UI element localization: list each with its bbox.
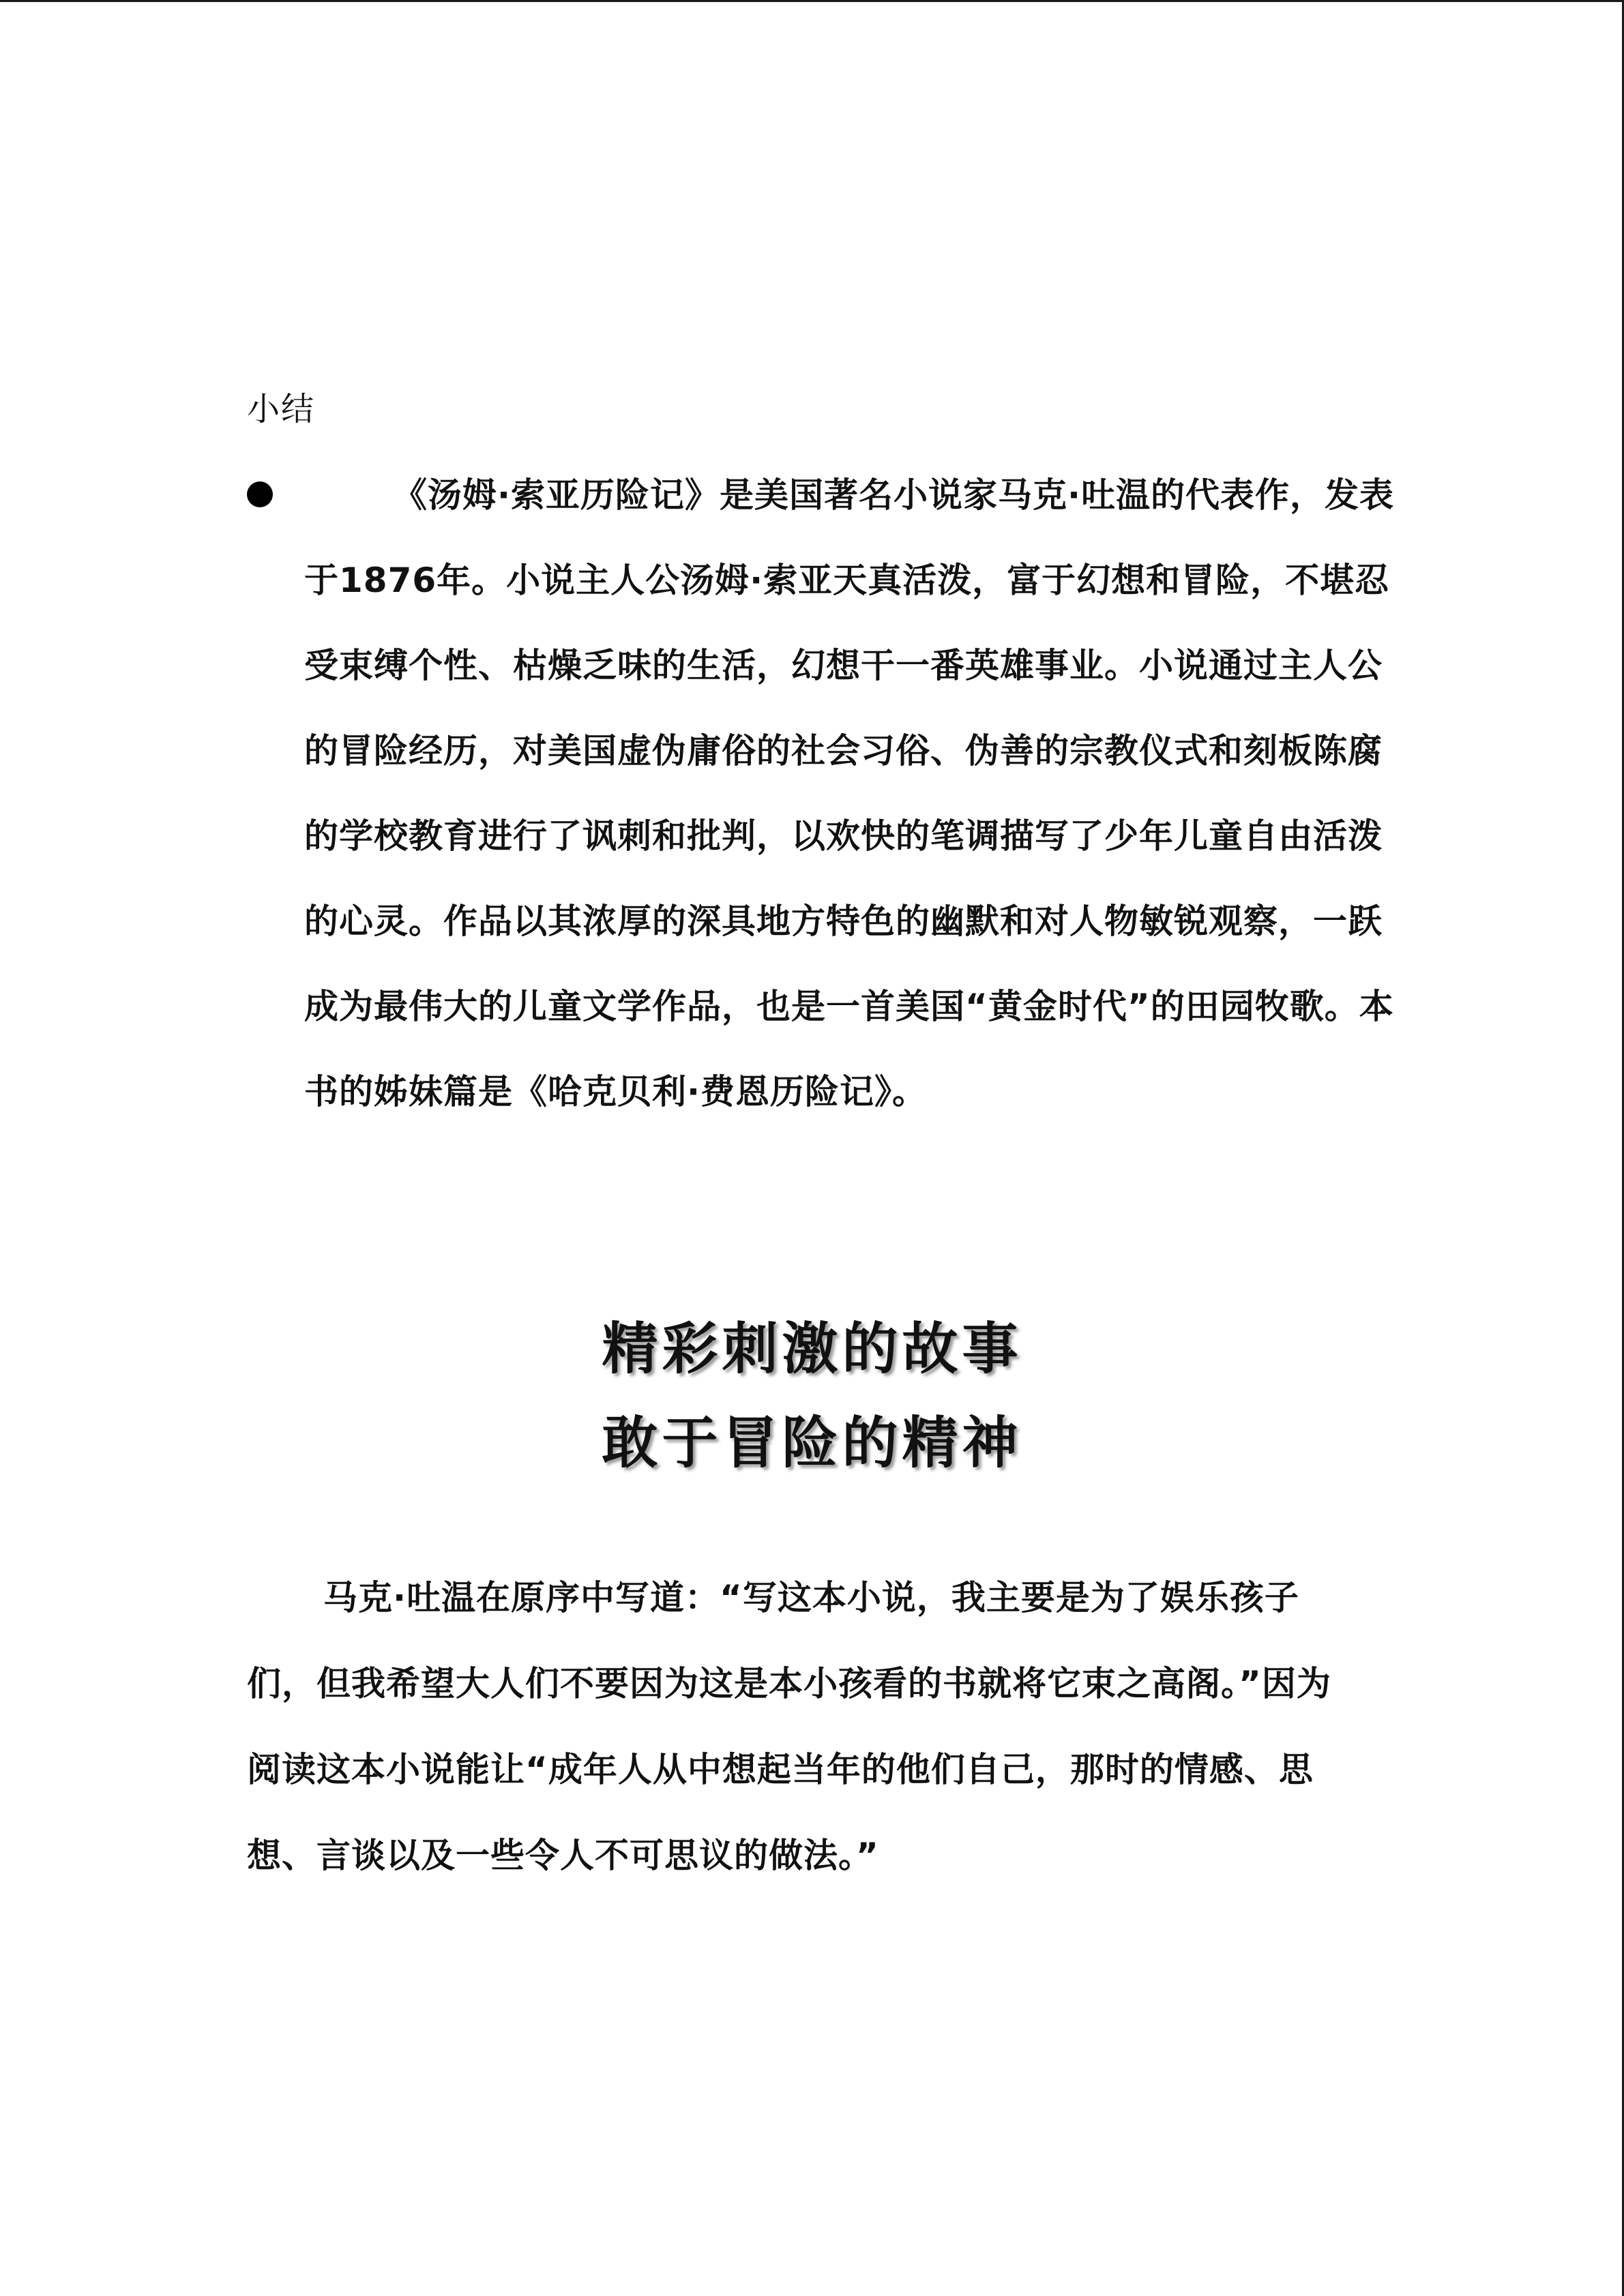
section-label: 小结 [247, 390, 316, 428]
bullet-icon [247, 481, 273, 507]
body-paragraph: 马克·吐温在原序中写道：“写这本小说，我主要是为了娱乐孩子们，但我希望大人们不要因为这是本小孩看的书就将它束之高阁。”因为阅读这本小说能让“成年人从中想起当年的他们自己，那时的情感、思想、言谈以及一些令人不可思议的做法。” [247, 1578, 1331, 1875]
summary-paragraph: 《汤姆·索亚历险记》是美国著名小说家马克·吐温的代表作，发表于1876年。小说主人公汤姆·索亚天真活泼，富于幻想和冒险，不堪忍受束缚个性、枯燥乏味的生活，幻想干一番英雄事业。小说通过主人公的冒险经历，对美国虚伪庸俗的社会习俗、伪善的宗教仪式和刻板陈腐的学校教育进行了讽刺和批判，以欢快的笔调描写了少年儿童自由活泼的心灵。作品以其浓厚的深具地方特色的幽默和对人物敏锐观察，一跃成为最伟大的儿童文学作品，也是一首美国“黄金时代”的田园牧歌。本书的姊妹篇是《哈克贝利·费恩历险记》。 [304, 475, 1394, 1112]
headline-line-1: 精彩刺激的故事 [602, 1317, 1022, 1382]
headline-line-2: 敢于冒险的精神 [602, 1411, 1022, 1476]
page-border-top [0, 0, 1624, 2]
headline [0, 1302, 1624, 1491]
